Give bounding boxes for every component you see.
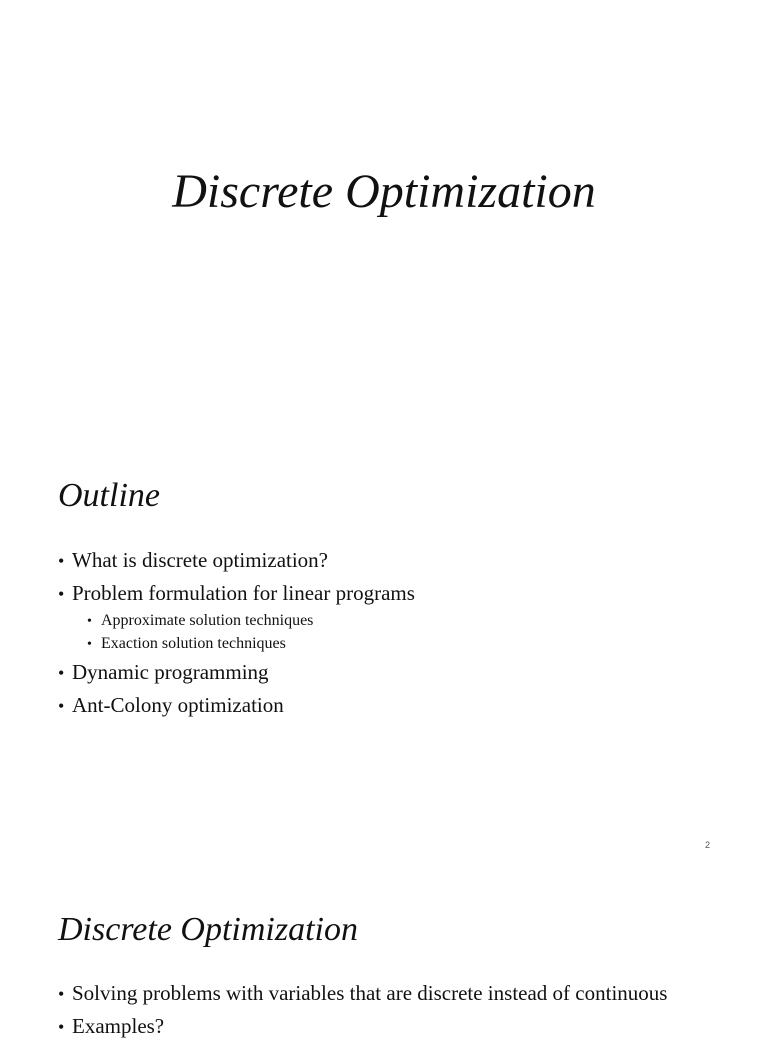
- list-item: • Examples?: [58, 1014, 165, 1038]
- outline-bullet-list: [58, 548, 415, 726]
- presentation-title: Discrete Optimization: [172, 165, 596, 218]
- list-item: • Ant-Colony optimization: [58, 693, 284, 717]
- list-item: • What is discrete optimization?: [58, 548, 328, 572]
- bullet-icon: •: [58, 663, 65, 683]
- slide-discrete-optimization: [0, 862, 768, 1038]
- list-item: • Solving problems with variables that are discrete instead of continuous: [58, 981, 668, 1005]
- bullet-icon: •: [87, 637, 92, 652]
- bullet-icon: •: [58, 1017, 65, 1037]
- slide-heading: Discrete Optimization: [58, 911, 358, 948]
- list-item: • Dynamic programming: [58, 660, 269, 684]
- bullet-icon: •: [58, 551, 65, 571]
- sub-list-item: • Exaction solution techniques: [87, 634, 415, 655]
- outline-heading: Outline: [58, 477, 160, 514]
- page-number: 2: [704, 840, 710, 850]
- sub-list-item: • Approximate solution techniques: [87, 611, 415, 632]
- slide-title: [0, 0, 768, 430]
- bullet-icon: •: [58, 984, 65, 1004]
- slide-outline: [0, 430, 768, 862]
- bullet-icon: •: [58, 696, 65, 716]
- bullet-icon: •: [58, 584, 65, 604]
- slide-bullet-list: [58, 981, 667, 1047]
- bullet-icon: •: [87, 614, 92, 629]
- list-item: • Problem formulation for linear programs: [58, 581, 415, 605]
